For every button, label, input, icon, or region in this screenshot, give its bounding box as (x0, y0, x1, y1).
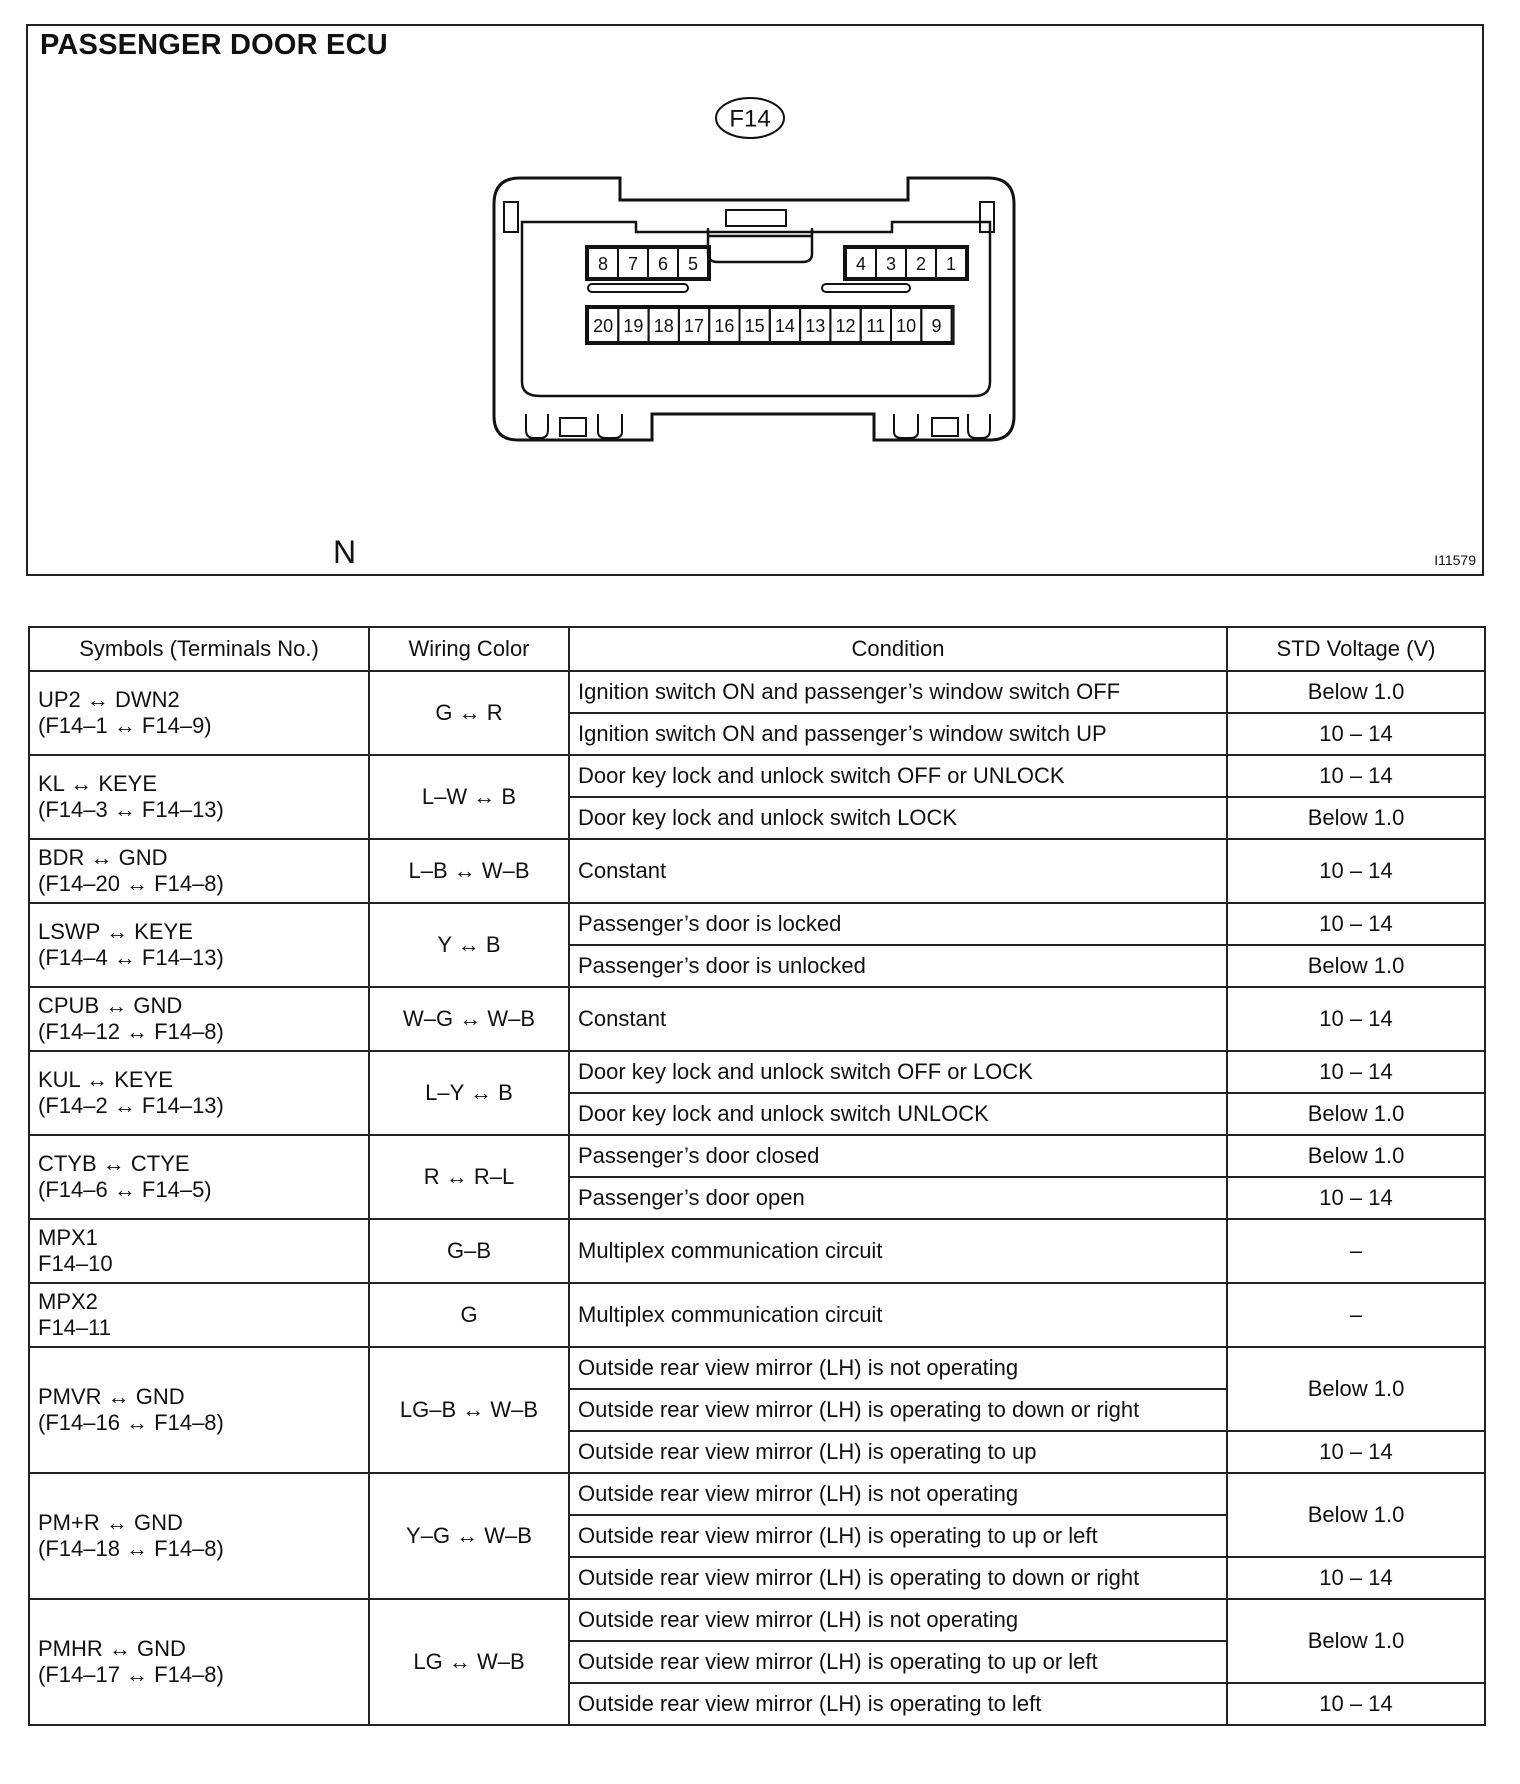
pin-number: 20 (593, 316, 614, 336)
std-voltage-cell: 10 – 14 (1227, 1431, 1485, 1473)
corner-letter: N (333, 534, 357, 570)
terminal-symbols: KUL ↔ KEYE (38, 1067, 173, 1092)
bottom-foot-right-2 (894, 414, 918, 438)
std-voltage-cell: 10 – 14 (1227, 839, 1485, 903)
terminal-numbers: (F14–18 ↔ F14–8) (38, 1536, 224, 1561)
terminal-numbers: (F14–12 ↔ F14–8) (38, 1019, 224, 1044)
std-voltage-cell: 10 – 14 (1227, 1683, 1485, 1725)
terminal-voltage-table (28, 626, 1486, 1726)
terminal-symbols: MPX1 (38, 1225, 98, 1250)
pin-number: 3 (885, 254, 897, 274)
pin-number: 6 (657, 254, 669, 274)
std-voltage-cell: Below 1.0 (1227, 671, 1485, 713)
terminal-numbers: (F14–2 ↔ F14–13) (38, 1093, 224, 1118)
header-wiring-color: Wiring Color (369, 627, 569, 671)
wiring-color-cell: Y–G ↔ W–B (369, 1473, 569, 1599)
std-voltage-cell: Below 1.0 (1227, 1093, 1485, 1135)
condition-cell: Constant (569, 987, 1227, 1051)
std-voltage-cell: 10 – 14 (1227, 1177, 1485, 1219)
symbol-cell (29, 1135, 369, 1219)
terminal-numbers: (F14–1 ↔ F14–9) (38, 713, 212, 738)
bottom-slot-right (932, 418, 958, 436)
pin-number: 15 (744, 316, 765, 336)
terminal-symbols: PMVR ↔ GND (38, 1384, 185, 1409)
std-voltage-cell: Below 1.0 (1227, 1347, 1485, 1431)
figure-code: I11579 (1434, 552, 1476, 568)
table-row (29, 755, 1485, 797)
pin-number: 7 (627, 254, 639, 274)
pin-number: 9 (931, 316, 942, 336)
wiring-color-cell: G ↔ R (369, 671, 569, 755)
std-voltage-cell: Below 1.0 (1227, 1135, 1485, 1177)
wiring-color-cell: Y ↔ B (369, 903, 569, 987)
header-std-voltage: STD Voltage (V) (1227, 627, 1485, 671)
condition-cell: Passenger’s door open (569, 1177, 1227, 1219)
pin-number: 10 (896, 316, 917, 336)
pin-number: 8 (597, 254, 609, 274)
table-row (29, 1051, 1485, 1093)
terminal-symbols: BDR ↔ GND (38, 845, 168, 870)
housing-rib-left (504, 202, 518, 232)
diagram-title: PASSENGER DOOR ECU (40, 29, 388, 61)
pin-number: 16 (714, 316, 735, 336)
pin-row-top-right (844, 246, 968, 280)
std-voltage-cell: Below 1.0 (1227, 1599, 1485, 1683)
condition-cell: Door key lock and unlock switch UNLOCK (569, 1093, 1227, 1135)
housing-rib-right (980, 202, 994, 232)
table-row (29, 1347, 1485, 1389)
std-voltage-cell: 10 – 14 (1227, 755, 1485, 797)
std-voltage-cell: – (1227, 1283, 1485, 1347)
condition-cell: Outside rear view mirror (LH) is operating to up or left (569, 1641, 1227, 1683)
std-voltage-cell: – (1227, 1219, 1485, 1283)
symbol-cell (29, 1283, 369, 1347)
symbol-cell (29, 839, 369, 903)
table-row (29, 1135, 1485, 1177)
condition-cell: Multiplex communication circuit (569, 1219, 1227, 1283)
pin-number: 13 (805, 316, 826, 336)
pin-number: 4 (855, 254, 867, 274)
condition-cell: Door key lock and unlock switch OFF or UNLOCK (569, 755, 1227, 797)
condition-cell: Outside rear view mirror (LH) is operating to up or left (569, 1515, 1227, 1557)
condition-cell: Outside rear view mirror (LH) is operating to down or right (569, 1557, 1227, 1599)
table-row (29, 1283, 1485, 1347)
pin-number: 18 (653, 316, 674, 336)
pin-number: 14 (774, 316, 795, 336)
wiring-color-cell: G–B (369, 1219, 569, 1283)
bottom-foot-left (526, 414, 548, 438)
wiring-color-cell: L–W ↔ B (369, 755, 569, 839)
condition-cell: Passenger’s door is unlocked (569, 945, 1227, 987)
condition-cell: Outside rear view mirror (LH) is not operating (569, 1347, 1227, 1389)
terminal-symbols: PM+R ↔ GND (38, 1510, 183, 1535)
header-symbols: Symbols (Terminals No.) (29, 627, 369, 671)
wiring-color-cell: R ↔ R–L (369, 1135, 569, 1219)
pin-number: 5 (687, 254, 699, 274)
condition-cell: Ignition switch ON and passenger’s window switch OFF (569, 671, 1227, 713)
symbol-cell (29, 1347, 369, 1473)
std-voltage-cell: Below 1.0 (1227, 945, 1485, 987)
condition-cell: Passenger’s door is locked (569, 903, 1227, 945)
terminal-numbers: (F14–6 ↔ F14–5) (38, 1177, 212, 1202)
terminal-numbers: F14–11 (38, 1315, 111, 1340)
pin-row-top-left (586, 246, 710, 280)
symbol-cell (29, 1051, 369, 1135)
wiring-color-cell: G (369, 1283, 569, 1347)
std-voltage-cell: Below 1.0 (1227, 797, 1485, 839)
condition-cell: Outside rear view mirror (LH) is operating to up (569, 1431, 1227, 1473)
wiring-color-cell: LG–B ↔ W–B (369, 1347, 569, 1473)
wiring-color-cell: L–Y ↔ B (369, 1051, 569, 1135)
std-voltage-cell: 10 – 14 (1227, 987, 1485, 1051)
wiring-color-cell: L–B ↔ W–B (369, 839, 569, 903)
key-slot-right (822, 284, 910, 292)
condition-cell: Outside rear view mirror (LH) is not operating (569, 1473, 1227, 1515)
condition-cell: Ignition switch ON and passenger’s window switch UP (569, 713, 1227, 755)
pin-number: 1 (945, 254, 957, 274)
condition-cell: Door key lock and unlock switch LOCK (569, 797, 1227, 839)
symbol-cell (29, 1219, 369, 1283)
header-condition: Condition (569, 627, 1227, 671)
condition-cell: Passenger’s door closed (569, 1135, 1227, 1177)
condition-cell: Outside rear view mirror (LH) is operating to down or right (569, 1389, 1227, 1431)
bottom-foot-right (968, 414, 990, 438)
table-row (29, 1473, 1485, 1515)
symbol-cell (29, 671, 369, 755)
std-voltage-cell: 10 – 14 (1227, 713, 1485, 755)
terminal-numbers: (F14–20 ↔ F14–8) (38, 871, 224, 896)
std-voltage-cell: 10 – 14 (1227, 903, 1485, 945)
terminal-symbols: PMHR ↔ GND (38, 1636, 186, 1661)
std-voltage-cell: 10 – 14 (1227, 1051, 1485, 1093)
terminal-symbols: UP2 ↔ DWN2 (38, 687, 180, 712)
pin-number: 17 (684, 316, 705, 336)
table-row (29, 1599, 1485, 1641)
terminal-symbols: CTYB ↔ CTYE (38, 1151, 190, 1176)
pin-number: 11 (866, 316, 886, 336)
terminal-numbers: (F14–17 ↔ F14–8) (38, 1662, 224, 1687)
table-row (29, 987, 1485, 1051)
condition-cell: Outside rear view mirror (LH) is not operating (569, 1599, 1227, 1641)
terminal-numbers: (F14–4 ↔ F14–13) (38, 945, 224, 970)
symbol-cell (29, 903, 369, 987)
table-row (29, 1219, 1485, 1283)
symbol-cell (29, 987, 369, 1051)
bottom-slot-left (560, 418, 586, 436)
connector-id-label: F14 (729, 105, 771, 133)
terminal-symbols: LSWP ↔ KEYE (38, 919, 193, 944)
wiring-color-cell: LG ↔ W–B (369, 1599, 569, 1725)
table-row (29, 903, 1485, 945)
terminal-symbols: CPUB ↔ GND (38, 993, 183, 1018)
table-row (29, 671, 1485, 713)
pin-number: 2 (915, 254, 927, 274)
wiring-color-cell: W–G ↔ W–B (369, 987, 569, 1051)
std-voltage-cell: 10 – 14 (1227, 1557, 1485, 1599)
condition-cell: Door key lock and unlock switch OFF or LOCK (569, 1051, 1227, 1093)
pin-row-bottom (586, 306, 954, 344)
condition-cell: Multiplex communication circuit (569, 1283, 1227, 1347)
latch-window (726, 210, 786, 226)
key-slot-left (588, 284, 688, 292)
terminal-symbols: MPX2 (38, 1289, 98, 1314)
bottom-foot-left-2 (598, 414, 622, 438)
terminal-numbers: F14–10 (38, 1251, 113, 1276)
pin-number: 19 (623, 316, 644, 336)
connector-diagram-panel (26, 24, 1484, 576)
symbol-cell (29, 1473, 369, 1599)
terminal-symbols: KL ↔ KEYE (38, 771, 158, 796)
connector-f14-drawing (28, 26, 1484, 574)
symbol-cell (29, 1599, 369, 1725)
symbol-cell (29, 755, 369, 839)
pin-number: 12 (835, 316, 856, 336)
terminal-numbers: (F14–16 ↔ F14–8) (38, 1410, 224, 1435)
condition-cell: Outside rear view mirror (LH) is operating to left (569, 1683, 1227, 1725)
table-header-row (29, 627, 1485, 671)
table-row (29, 839, 1485, 903)
std-voltage-cell: Below 1.0 (1227, 1473, 1485, 1557)
terminal-numbers: (F14–3 ↔ F14–13) (38, 797, 224, 822)
condition-cell: Constant (569, 839, 1227, 903)
